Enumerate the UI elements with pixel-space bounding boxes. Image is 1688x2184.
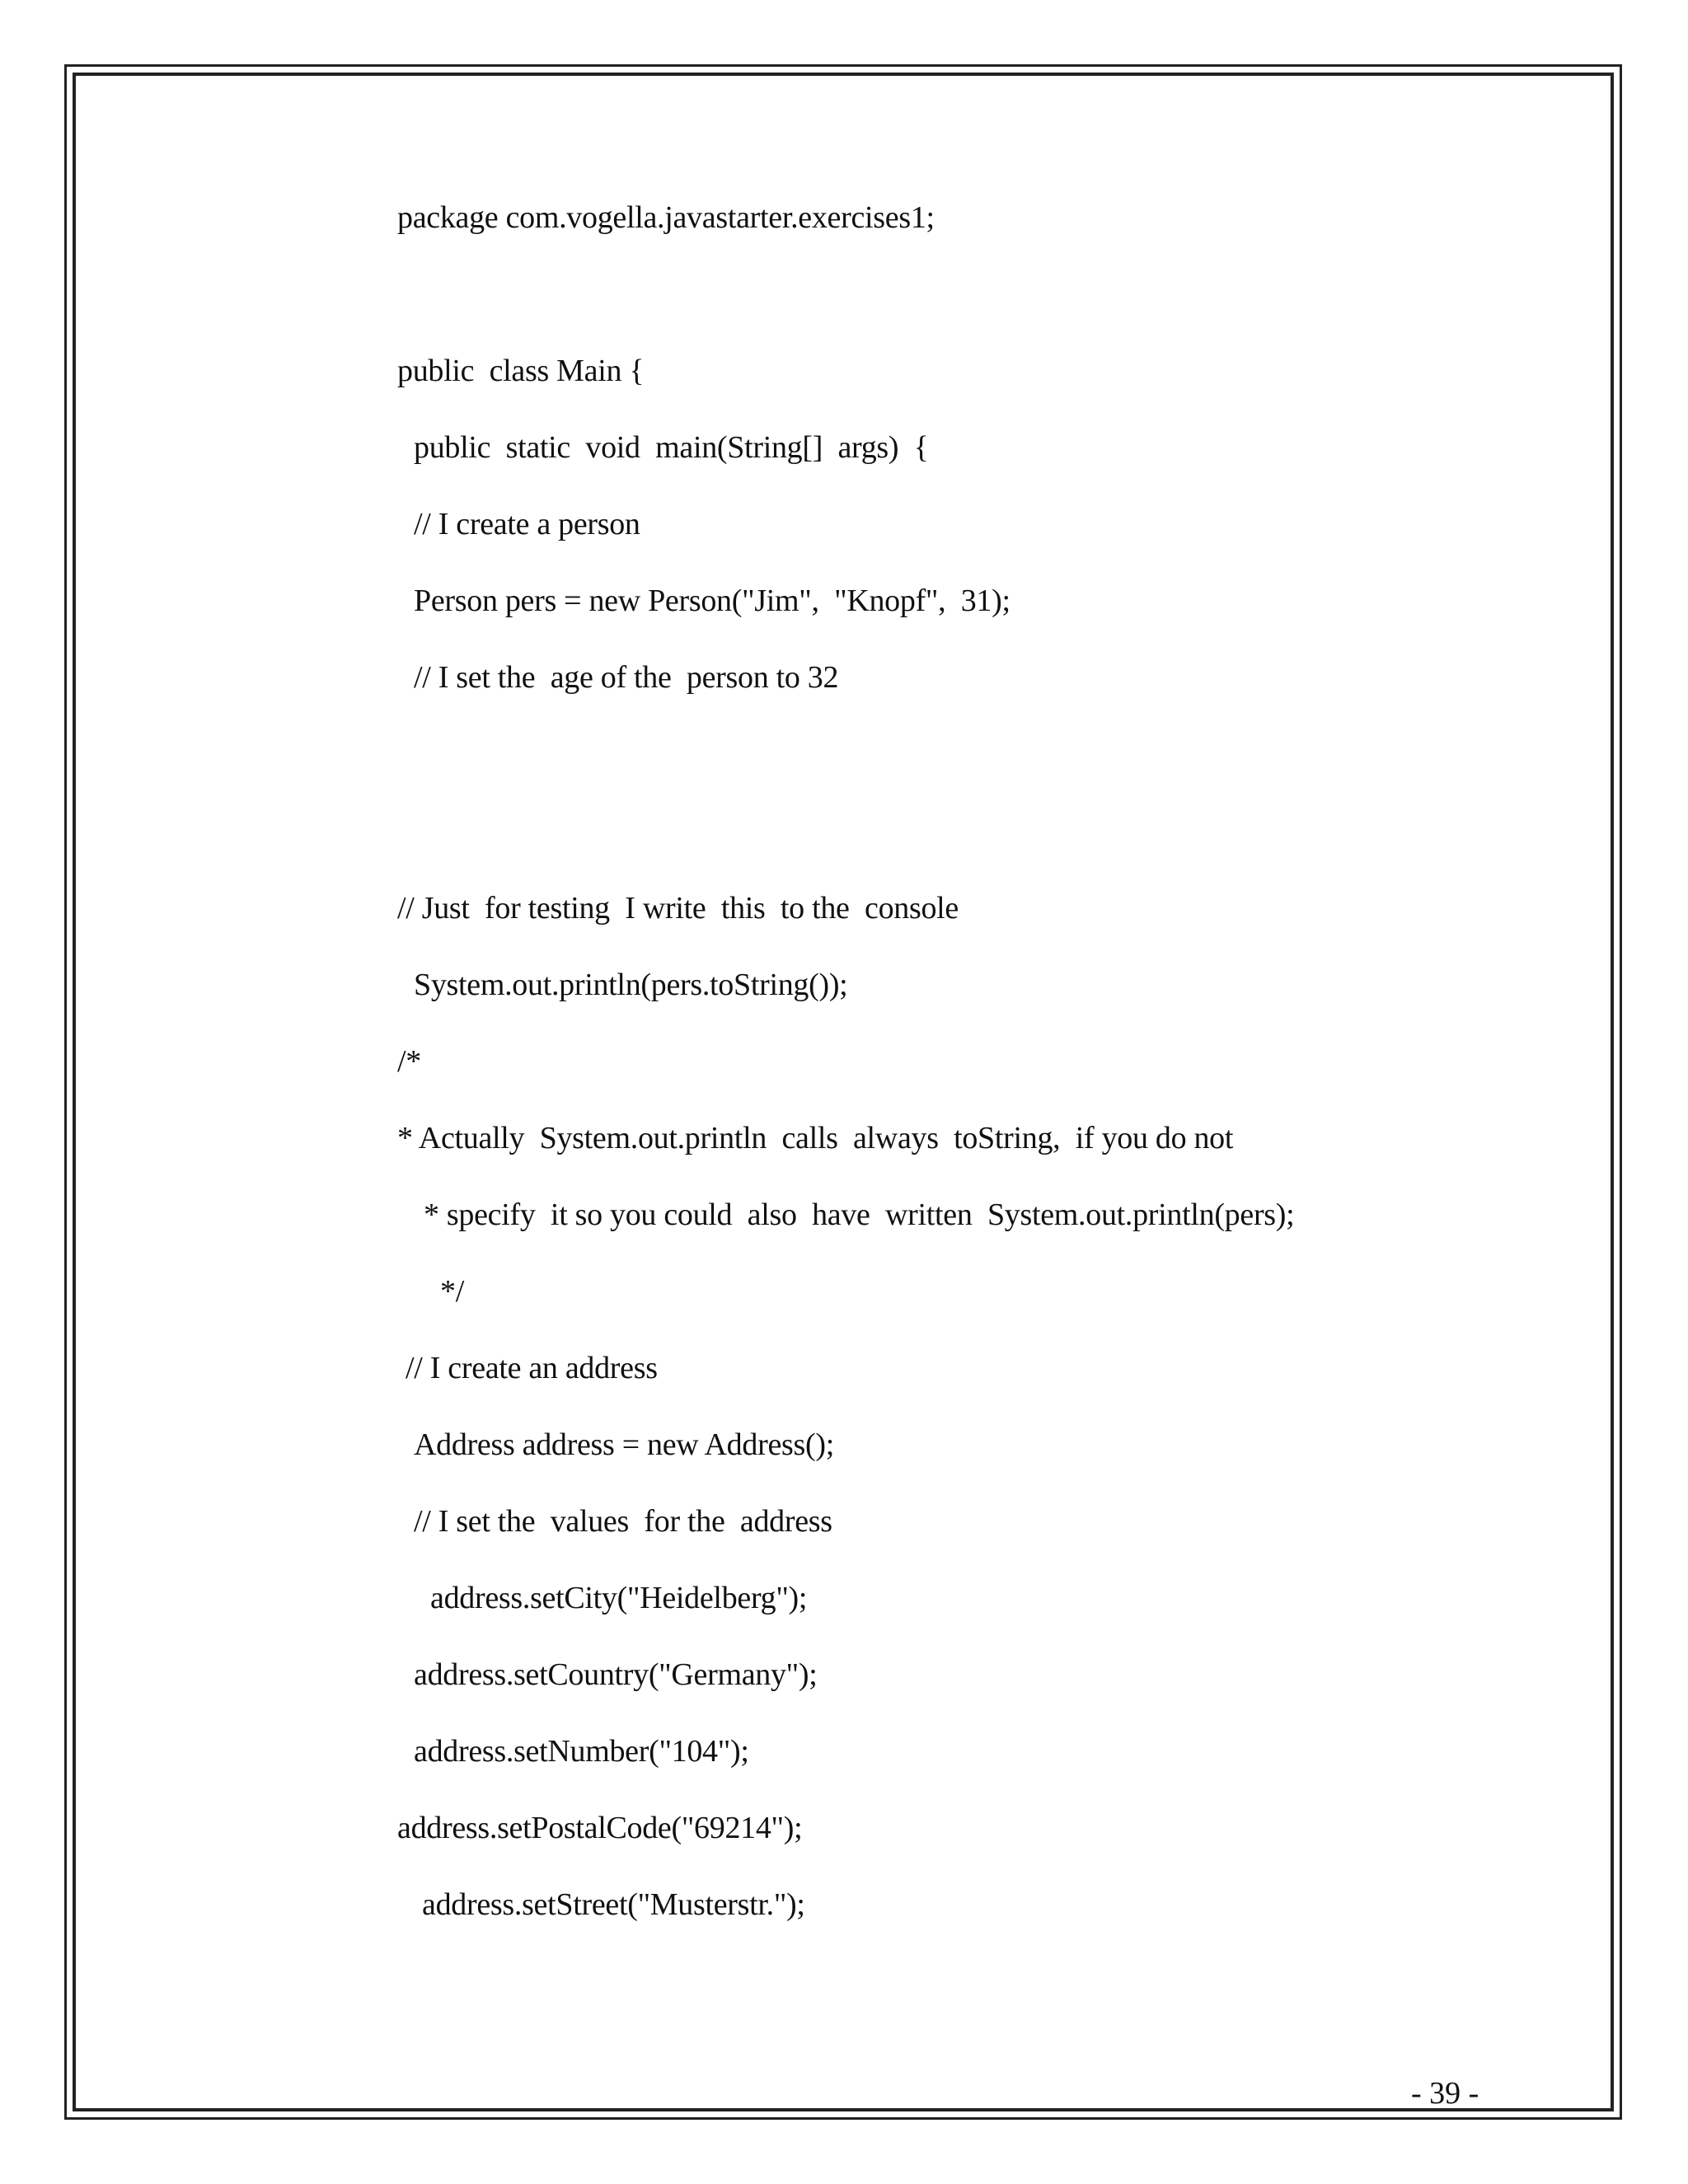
code-line: address.setCity("Heidelberg"); (430, 1581, 808, 1615)
code-line: * specify it so you could also have written System.out.println(pers); (424, 1197, 1295, 1232)
code-line: Address address = new Address(); (414, 1427, 834, 1462)
page-border-inner (73, 73, 1614, 2111)
page-number: - 39 - (1411, 2076, 1479, 2111)
code-line: // I create an address (406, 1351, 658, 1385)
code-line: // Just for testing I write this to the console (397, 891, 959, 926)
code-line: // I set the age of the person to 32 (414, 660, 839, 695)
code-line: address.setCountry("Germany"); (414, 1657, 818, 1692)
code-line: // I create a person (414, 507, 640, 541)
code-line: /* (397, 1044, 421, 1079)
code-line: // I set the values for the address (414, 1504, 832, 1539)
code-line: System.out.println(pers.toString()); (414, 968, 848, 1002)
code-line: package com.vogella.javastarter.exercises1; (397, 200, 935, 235)
code-line: */ (440, 1274, 464, 1309)
code-line: address.setPostalCode("69214"); (397, 1811, 803, 1845)
code-line: * Actually System.out.println calls always toString, if you do not (397, 1121, 1234, 1155)
code-line: public class Main { (397, 354, 645, 388)
code-line: address.setNumber("104"); (414, 1734, 749, 1769)
code-line: address.setStreet("Musterstr."); (422, 1887, 805, 1922)
code-line: Person pers = new Person("Jim", "Knopf", 31); (414, 583, 1010, 618)
code-line: public static void main(String[] args) { (414, 430, 929, 465)
